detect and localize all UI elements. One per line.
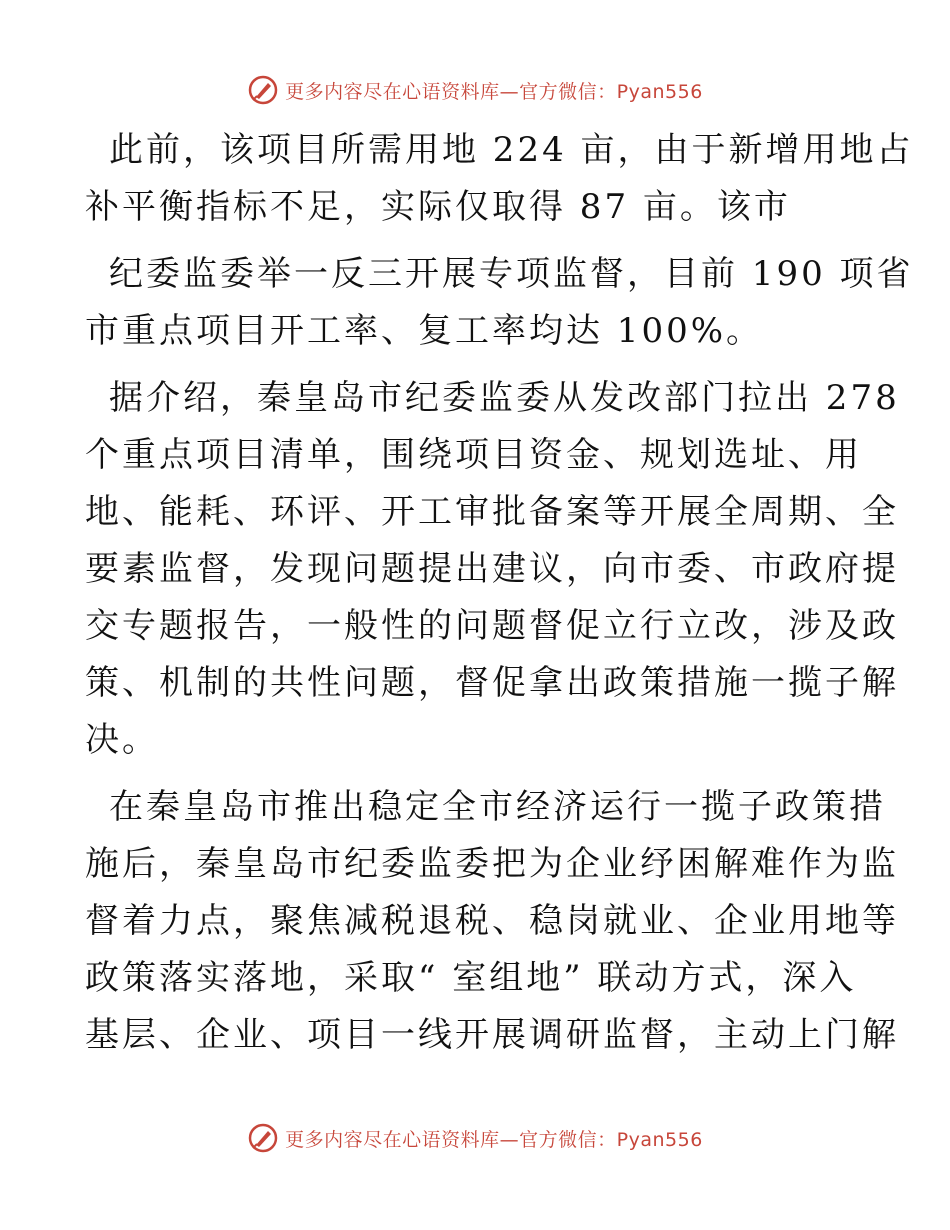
footer-banner xyxy=(0,1118,950,1158)
quill-pen-logo-icon xyxy=(247,74,279,106)
text-line: 策、机制的共性问题，督促拿出政策措施一揽子解 xyxy=(85,663,899,703)
text-line: 个重点项目清单，围绕项目资金、规划选址、用 xyxy=(85,435,862,475)
paragraph-2 xyxy=(85,246,914,360)
text-line: 市重点项目开工率、复工率均达 100%。 xyxy=(85,311,764,351)
header-banner xyxy=(0,70,950,110)
text-line: 在秦皇岛市推出稳定全市经济运行一揽子政策措 xyxy=(109,787,886,827)
text-line: 补平衡指标不足，实际仅取得 87 亩。该市 xyxy=(85,187,791,227)
paragraph-3 xyxy=(85,370,900,769)
text-line: 据介绍，秦皇岛市纪委监委从发改部门拉出 278 xyxy=(109,378,900,418)
text-line: 基层、企业、项目一线开展调研监督，主动上门解 xyxy=(85,1015,899,1055)
text-line: 督着力点，聚焦减税退税、稳岗就业、企业用地等 xyxy=(85,901,899,941)
quill-pen-logo-icon xyxy=(247,1122,279,1154)
footer-banner-text: 更多内容尽在心语资料库—官方微信：Pyan556 xyxy=(285,1128,703,1151)
document-body xyxy=(85,122,914,1074)
text-line: 此前，该项目所需用地 224 亩，由于新增用地占 xyxy=(109,130,914,170)
text-line: 施后，秦皇岛市纪委监委把为企业纾困解难作为监 xyxy=(85,844,899,884)
text-line: 纪委监委举一反三开展专项监督，目前 190 项省 xyxy=(109,254,914,294)
paragraph-1 xyxy=(85,122,914,236)
paragraph-4 xyxy=(85,779,899,1064)
text-line: 政策落实落地，采取“ 室组地” 联动方式，深入 xyxy=(85,958,857,998)
text-line: 地、能耗、环评、开工审批备案等开展全周期、全 xyxy=(85,492,899,532)
text-line: 交专题报告，一般性的问题督促立行立改，涉及政 xyxy=(85,606,899,646)
text-line: 要素监督，发现问题提出建议，向市委、市政府提 xyxy=(85,549,899,589)
text-line: 决。 xyxy=(85,720,159,760)
header-banner-text: 更多内容尽在心语资料库—官方微信：Pyan556 xyxy=(285,80,703,103)
